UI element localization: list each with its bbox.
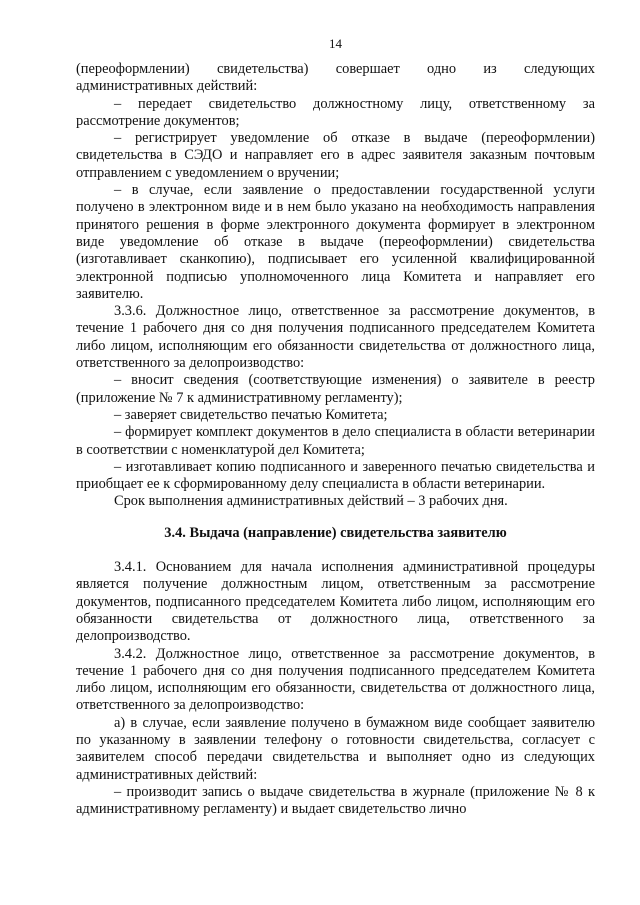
list-item: – формирует комплект документов в дело специалиста в области ветеринарии в соответствии с номенклатурой дел Комитета; [76, 424, 595, 458]
section-heading: 3.4. Выдача (направление) свидетельства заявителю [164, 524, 507, 541]
paragraph: а) в случае, если заявление получено в бумажном виде сообщает заявителю по указанному в заявлении телефону о готовности свидетельства, согласует с заявителем способ передачи свидетельства и выполняет одно из следующих административных действий: [76, 714, 595, 783]
paragraph: 3.4.1. Основанием для начала исполнения административной процедуры является получение должностным лицом, ответственным за рассмотрение документов, подписанного председателем Комитета либо лицом, исполняющим его обязанности свидетельства от должностного лица, ответственного за делопроизводство. [76, 559, 595, 645]
list-item: – передает свидетельство должностному лицу, ответственному за рассмотрение документов; [76, 95, 595, 129]
list-item: – вносит сведения (соответствующие изменения) о заявителе в реестр (приложение № 7 к административному регламенту); [76, 372, 595, 406]
paragraph: Срок выполнения административных действий – 3 рабочих дня. [114, 493, 508, 510]
list-item: – заверяет свидетельство печатью Комитета; [114, 406, 388, 423]
list-item: – изготавливает копию подписанного и заверенного печатью свидетельства и приобщает ее к сформированному делу специалиста в области ветеринарии. [76, 458, 595, 493]
section-3-4-text [76, 559, 595, 818]
list-item: – регистрирует уведомление об отказе в выдаче (переоформлении) свидетельства в СЭДО и направляет его в адрес заявителя заказным почтовым отправлением с уведомлением о вручении; [76, 130, 595, 181]
paragraph: 3.4.2. Должностное лицо, ответственное за рассмотрение документов, в течение 1 рабочего дня со дня получения подписанного председателем Комитета либо лицом, исполняющим его обязанности, свидетельства от должностного лица, ответственного за делопроизводство: [76, 645, 595, 714]
list-item: – в случае, если заявление о предоставлении государственной услуги получено в электронном виде и в нем было указано на необходимость направления принятого решения в форме электронного документа формирует в электронном виде уведомление об отказе в выдаче (переоформлении) свидетельства (изготавливает сканкопию), подписывает его усиленной квалифицированной электронной подписью уполномоченного лица Комитета и направляет его заявителю. [76, 182, 595, 302]
section-3-3-text [76, 61, 595, 511]
paragraph: 3.3.6. Должностное лицо, ответственное за рассмотрение документов, в течение 1 рабочего дня со дня получения подписанного председателем Комитета либо лицом, исполняющим его обязанности свидетельства от должностного лица, ответственного за делопроизводство: [76, 303, 595, 372]
document-page [76, 36, 595, 818]
paragraph: (переоформлении) свидетельства) совершает одно из следующих административных действий: [76, 61, 595, 95]
list-item: – производит запись о выдаче свидетельства в журнале (приложение № 8 к административному регламенту) и выдает свидетельство лично [76, 783, 595, 818]
page-number: 14 [329, 36, 342, 51]
